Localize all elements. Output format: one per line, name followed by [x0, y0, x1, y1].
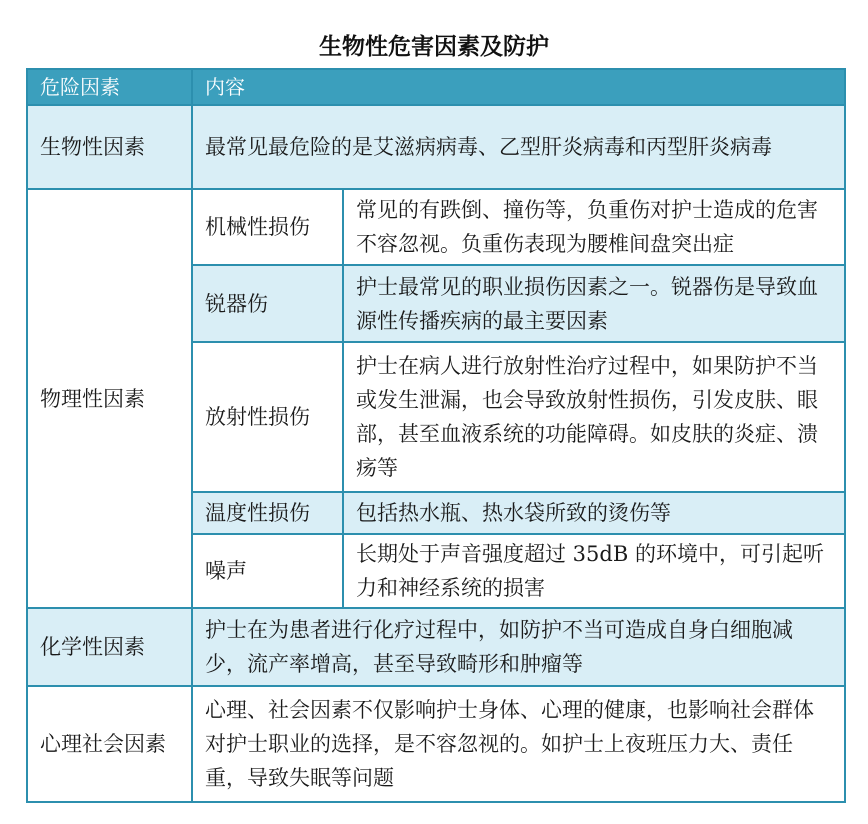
content-biological: 最常见最危险的是艾滋病病毒、乙型肝炎病毒和丙型肝炎病毒	[192, 105, 845, 189]
content-chemical: 护士在为患者进行化疗过程中，如防护不当可造成自身白细胞减少，流产率增高，甚至导致畸形和肿瘤等	[192, 608, 845, 686]
content-psychosocial: 心理、社会因素不仅影响护士身体、心理的健康，也影响社会群体对护士职业的选择，是不容忽视的。如护士上夜班压力大、责任重，导致失眠等问题	[192, 686, 845, 802]
content-sharps: 护士最常见的职业损伤因素之一。锐器伤是导致血源性传播疾病的最主要因素	[343, 265, 845, 342]
factor-chemical: 化学性因素	[27, 608, 192, 686]
content-radiation: 护士在病人进行放射性治疗过程中，如果防护不当或发生泄漏，也会导致放射性损伤，引发皮肤、眼部，甚至血液系统的功能障碍。如皮肤的炎症、溃疡等	[343, 342, 845, 492]
factor-psychosocial: 心理社会因素	[27, 686, 192, 802]
content-thermal: 包括热水瓶、热水袋所致的烫伤等	[343, 492, 845, 534]
row-chemical	[27, 608, 845, 686]
factor-biological: 生物性因素	[27, 105, 192, 189]
factor-physical: 物理性因素	[27, 189, 192, 608]
content-mechanical: 常见的有跌倒、撞伤等，负重伤对护士造成的危害不容忽视。负重伤表现为腰椎间盘突出症	[343, 189, 845, 265]
row-biological	[27, 105, 845, 189]
sub-factor-mechanical: 机械性损伤	[192, 189, 343, 265]
page-title: 生物性危害因素及防护	[319, 34, 549, 60]
sub-factor-sharps: 锐器伤	[192, 265, 343, 342]
header-content: 内容	[192, 69, 845, 105]
sub-factor-radiation: 放射性损伤	[192, 342, 343, 492]
sub-factor-noise: 噪声	[192, 534, 343, 608]
hazard-table	[26, 68, 846, 803]
header-factor: 危险因素	[27, 69, 192, 105]
row-physical-mechanical	[27, 189, 845, 265]
row-psychosocial	[27, 686, 845, 802]
sub-factor-thermal: 温度性损伤	[192, 492, 343, 534]
content-noise: 长期处于声音强度超过 35dB 的环境中，可引起听力和神经系统的损害	[343, 534, 845, 608]
table-header	[27, 69, 845, 105]
